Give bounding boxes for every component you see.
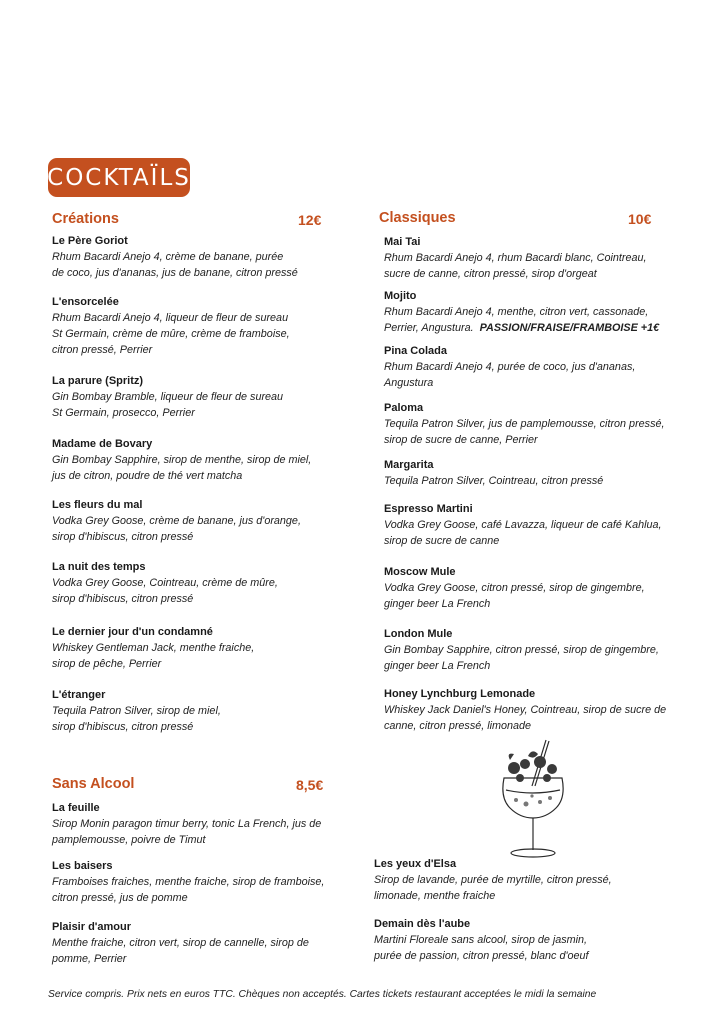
item-desc: sucre de canne, citron pressé, sirop d'orgeat xyxy=(384,268,597,280)
item-desc: Rhum Bacardi Anejo 4, crème de banane, purée xyxy=(52,251,284,263)
item-desc: Rhum Bacardi Anejo 4, menthe, citron vert, cassonade, xyxy=(384,306,649,318)
item-name: Paloma xyxy=(384,402,424,414)
item-name: London Mule xyxy=(384,628,453,640)
item-desc: sirop d'hibiscus, citron pressé xyxy=(52,593,194,605)
item-desc: Vodka Grey Goose, Cointreau, crème de mûre, xyxy=(52,577,278,589)
item-desc: citron pressé, jus de pomme xyxy=(52,892,188,904)
item-name: Margarita xyxy=(384,459,434,471)
item-desc: St Germain, crème de mûre, crème de framboise, xyxy=(52,328,290,340)
item-desc: de coco, jus d'ananas, jus de banane, citron pressé xyxy=(52,267,298,279)
menu-item xyxy=(52,437,372,484)
item-desc: Gin Bombay Sapphire, sirop de menthe, sirop de miel, xyxy=(52,454,312,466)
item-desc: Angustura xyxy=(384,377,434,389)
page-title: COCKTAÏLS xyxy=(47,164,191,191)
item-desc: sirop de pêche, Perrier xyxy=(52,658,162,670)
item-desc: sirop de sucre de canne xyxy=(384,535,500,547)
item-desc: Tequila Patron Silver, sirop de miel, xyxy=(52,705,221,717)
item-name: L'étranger xyxy=(52,689,106,701)
item-name: Les baisers xyxy=(52,860,113,872)
item-desc: limonade, menthe fraiche xyxy=(374,890,496,902)
section-title-sans-alcool: Sans Alcool xyxy=(52,776,135,792)
item-desc: Gin Bombay Sapphire, citron pressé, sirop de gingembre, xyxy=(384,644,659,656)
footer-note: Service compris. Prix nets en euros TTC. Chèques non acceptés. Cartes tickets restaurant acceptées le midi la semaine xyxy=(48,989,597,1000)
item-name: Le Père Goriot xyxy=(52,235,128,247)
menu-item xyxy=(52,374,372,421)
item-name: Plaisir d'amour xyxy=(52,921,132,933)
menu-item xyxy=(374,857,694,904)
menu-item xyxy=(384,627,704,674)
menu-item xyxy=(52,498,372,545)
item-name: Les fleurs du mal xyxy=(52,499,143,511)
menu-item xyxy=(52,920,362,967)
item-desc: sirop d'hibiscus, citron pressé xyxy=(52,531,194,543)
item-desc: ginger beer La French xyxy=(384,660,491,672)
item-desc: Tequila Patron Silver, jus de pamplemousse, citron pressé, xyxy=(384,418,665,430)
item-desc: sirop de sucre de canne, Perrier xyxy=(384,434,538,446)
item-name: Les yeux d'Elsa xyxy=(374,858,457,870)
menu-item xyxy=(52,688,372,735)
item-name: Madame de Bovary xyxy=(52,438,153,450)
item-name: Espresso Martini xyxy=(384,503,473,515)
item-name: Honey Lynchburg Lemonade xyxy=(384,688,536,700)
section-title-creations: Créations xyxy=(52,211,119,227)
item-desc: sirop d'hibiscus, citron pressé xyxy=(52,721,194,733)
item-desc: St Germain, prosecco, Perrier xyxy=(52,407,195,419)
supplement-note: PASSION/FRAISE/FRAMBOISE +1€ xyxy=(479,322,660,334)
price-sans-alcool: 8,5€ xyxy=(296,777,324,793)
menu-item xyxy=(52,801,362,848)
menu-item xyxy=(52,234,372,281)
item-name: La feuille xyxy=(52,802,100,814)
item-desc: ginger beer La French xyxy=(384,598,491,610)
menu-item xyxy=(384,687,714,734)
menu-item xyxy=(52,859,362,906)
item-desc: canne, citron pressé, limonade xyxy=(384,720,532,732)
menu-item xyxy=(384,401,714,448)
item-name: Mai Tai xyxy=(384,236,421,248)
item-desc: Tequila Patron Silver, Cointreau, citron pressé xyxy=(384,475,604,487)
item-desc xyxy=(384,320,704,336)
item-desc: purée de passion, citron pressé, blanc d'oeuf xyxy=(374,950,589,962)
cocktails-title-badge xyxy=(48,158,190,197)
price-creations: 12€ xyxy=(298,212,322,228)
item-desc: Gin Bombay Bramble, liqueur de fleur de sureau xyxy=(52,391,284,403)
menu-item xyxy=(374,917,694,964)
section-title-classiques: Classiques xyxy=(379,210,456,226)
cocktail-glass-illustration xyxy=(492,738,574,860)
item-desc: Menthe fraiche, citron vert, sirop de cannelle, sirop de xyxy=(52,937,309,949)
item-name: Le dernier jour d'un condamné xyxy=(52,626,213,638)
menu-item xyxy=(384,502,704,549)
menu-item xyxy=(384,289,704,336)
item-desc: citron pressé, Perrier xyxy=(52,344,153,356)
item-desc: Vodka Grey Goose, café Lavazza, liqueur de café Kahlua, xyxy=(384,519,662,531)
item-desc: Whiskey Gentleman Jack, menthe fraiche, xyxy=(52,642,255,654)
item-desc: pomme, Perrier xyxy=(52,953,127,965)
menu-item xyxy=(52,625,372,672)
item-desc-text: Perrier, Angustura. xyxy=(384,322,474,334)
glass-base xyxy=(511,849,555,857)
item-name: La parure (Spritz) xyxy=(52,375,144,387)
item-desc: Rhum Bacardi Anejo 4, liqueur de fleur de sureau xyxy=(52,312,289,324)
menu-item xyxy=(384,344,704,391)
item-name: Pina Colada xyxy=(384,345,447,357)
menu-item xyxy=(52,560,372,607)
item-desc: Framboises fraiches, menthe fraiche, sirop de framboise, xyxy=(52,876,325,888)
item-desc: Vodka Grey Goose, citron pressé, sirop de gingembre, xyxy=(384,582,645,594)
item-name: L'ensorcelée xyxy=(52,296,119,308)
menu-item xyxy=(384,235,704,282)
item-desc: Rhum Bacardi Anejo 4, rhum Bacardi blanc, Cointreau, xyxy=(384,252,647,264)
item-desc: Martini Floreale sans alcool, sirop de jasmin, xyxy=(374,934,588,946)
menu-item xyxy=(52,295,372,358)
menu-item xyxy=(384,565,704,612)
item-desc: Whiskey Jack Daniel's Honey, Cointreau, sirop de sucre de xyxy=(384,704,667,716)
item-desc: Sirop Monin paragon timur berry, tonic La French, jus de xyxy=(52,818,322,830)
menu-item xyxy=(384,458,704,489)
item-desc: Vodka Grey Goose, crème de banane, jus d'orange, xyxy=(52,515,301,527)
item-name: Mojito xyxy=(384,290,417,302)
item-name: La nuit des temps xyxy=(52,561,146,573)
price-classiques: 10€ xyxy=(628,211,652,227)
item-desc: jus de citron, poudre de thé vert matcha xyxy=(52,470,243,482)
item-desc: Sirop de lavande, purée de myrtille, citron pressé, xyxy=(374,874,612,886)
item-name: Moscow Mule xyxy=(384,566,456,578)
item-name: Demain dès l'aube xyxy=(374,918,471,930)
item-desc: Rhum Bacardi Anejo 4, purée de coco, jus d'ananas, xyxy=(384,361,636,373)
item-desc: pamplemousse, poivre de Timut xyxy=(52,834,206,846)
